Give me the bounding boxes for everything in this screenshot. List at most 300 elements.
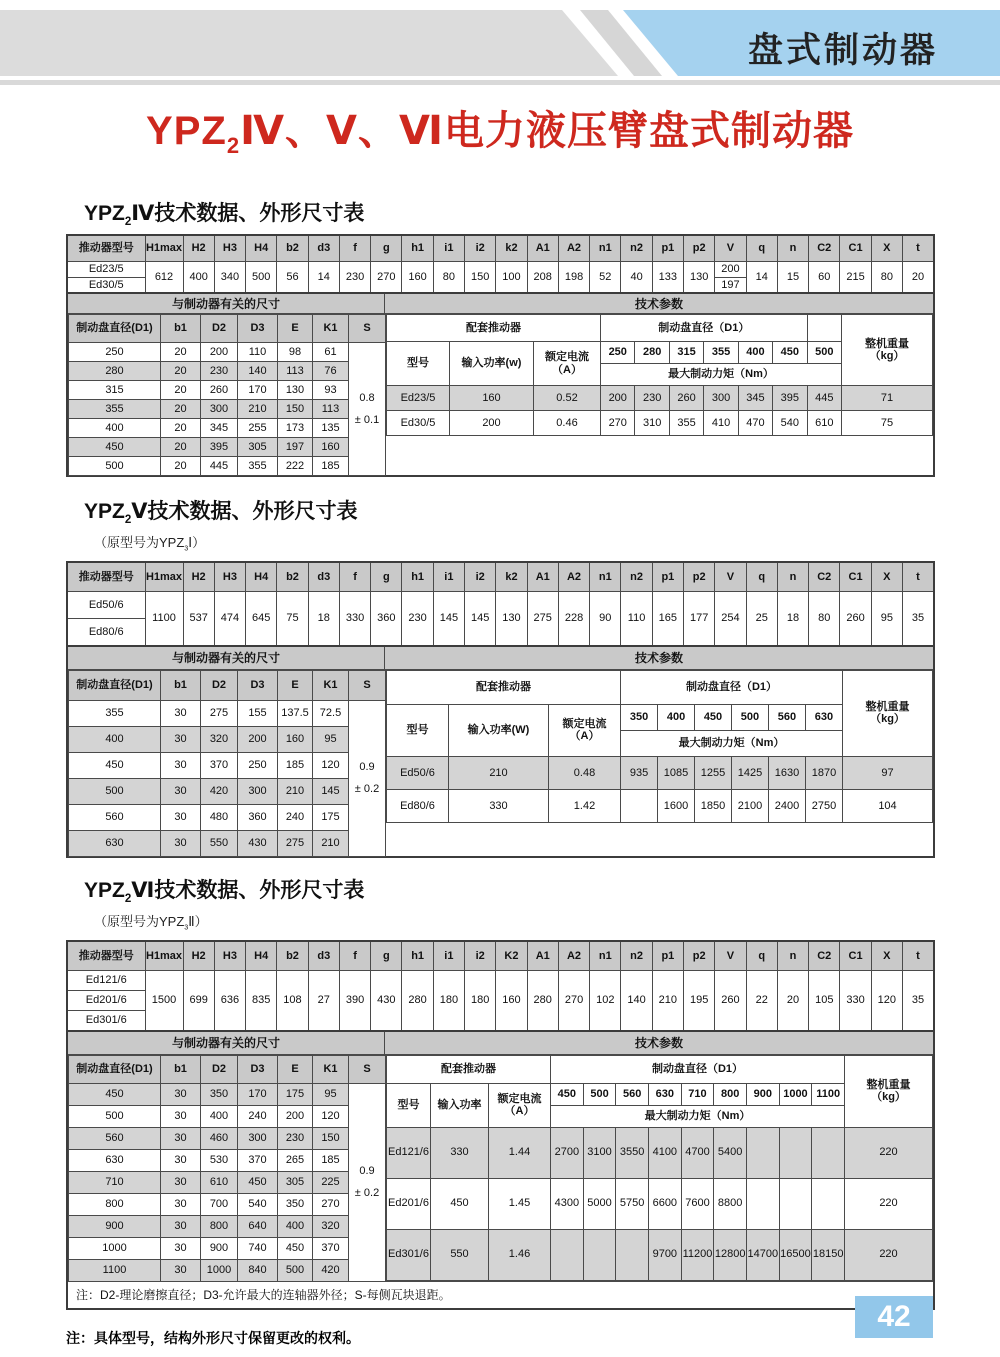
column-header: 280 (635, 342, 669, 364)
table-cell: 1.45 (489, 1178, 551, 1229)
table-cell: 102 (590, 971, 621, 1031)
table-cell: 1630 (768, 756, 805, 789)
table-cell: 255 (238, 419, 278, 438)
column-header: A2 (558, 941, 589, 971)
column-header: 输入功率 (431, 1083, 489, 1127)
table-cell: 305 (238, 438, 278, 457)
table-cell: 210 (449, 756, 549, 789)
table-cell: 105 (809, 971, 840, 1031)
table-cell: 645 (246, 592, 277, 646)
table-cell: 474 (214, 592, 245, 646)
table-cell: 280 (402, 971, 433, 1031)
page-title-prefix: YPZ (146, 109, 227, 153)
table-cell: 20 (777, 971, 808, 1031)
column-header: X (871, 235, 902, 261)
column-header: 450 (551, 1083, 584, 1105)
column-header: b2 (277, 941, 308, 971)
table-cell: 165 (652, 592, 683, 646)
column-header: A1 (527, 941, 558, 971)
table-cell: 98 (278, 343, 313, 362)
column-header: 560 (616, 1083, 649, 1105)
model-cell: Ed50/6 (67, 592, 145, 619)
column-header: 710 (681, 1083, 714, 1105)
column-header: E (278, 1055, 313, 1083)
table-cell: 254 (715, 592, 746, 646)
table-cell: 1.42 (549, 789, 621, 822)
column-header: g (371, 941, 402, 971)
table-cell: 1000 (201, 1259, 238, 1281)
table-cell: 420 (201, 778, 238, 804)
page-title-suffix: Ⅳ、Ⅴ、Ⅵ电力液压臂盘式制动器 (240, 109, 854, 153)
column-header: K2 (496, 941, 527, 971)
table-cell: 430 (238, 830, 278, 856)
table-cell: 100 (496, 261, 527, 293)
table-cell: 30 (161, 830, 201, 856)
table-cell: 0.52 (534, 386, 601, 411)
table-cell: 12800 (714, 1229, 747, 1280)
table-cell: 500 (69, 457, 161, 476)
table-cell: 2100 (731, 789, 768, 822)
column-header: A1 (527, 562, 558, 592)
table-cell: 80 (871, 261, 902, 293)
right-group-header: 技术参数 (634, 297, 683, 312)
column-header: A2 (558, 235, 589, 261)
table-cell: 71 (842, 386, 933, 411)
table-cell: 185 (278, 752, 313, 778)
dimension-parameter-table (66, 645, 935, 858)
column-header: D3 (238, 1055, 278, 1083)
column-header: n1 (590, 235, 621, 261)
column-header: H1max (145, 941, 183, 971)
table-cell: 30 (161, 726, 201, 752)
table-cell: 2400 (768, 789, 805, 822)
table-cell: 470 (738, 411, 772, 436)
table-cell: 395 (201, 438, 238, 457)
table-cell: 40 (621, 261, 652, 293)
table-cell: 400 (183, 261, 214, 293)
table-cell: 1425 (731, 756, 768, 789)
table-cell: 230 (201, 362, 238, 381)
column-header (807, 315, 841, 342)
table-cell: 200 (715, 261, 746, 277)
table-cell: 1.44 (489, 1127, 551, 1178)
table-cell: 133 (652, 261, 683, 293)
table-cell: 345 (201, 419, 238, 438)
table-cell: 75 (842, 411, 933, 436)
column-header: p2 (684, 235, 715, 261)
column-header: 推动器型号 (67, 562, 145, 592)
column-header: n (777, 562, 808, 592)
section-title (84, 495, 935, 526)
section-ypz2-6 (66, 874, 935, 1310)
brake-dimensions-table (68, 1055, 386, 1282)
section-subtitle (94, 532, 935, 553)
column-header: 最大制动力矩（Nm） (551, 1105, 845, 1127)
table-cell: 30 (161, 1215, 201, 1237)
section-subtitle-subscript: 3 (184, 923, 189, 932)
table-cell: 450 (278, 1237, 313, 1259)
table-cell: 215 (840, 261, 871, 293)
table-cell: 160 (402, 261, 433, 293)
table-cell: 76 (313, 362, 349, 381)
table-cell: 27 (308, 971, 339, 1031)
table-cell: 260 (201, 381, 238, 400)
table-cell: 20 (161, 438, 201, 457)
table-cell: 195 (684, 971, 715, 1031)
column-header: 型号 (387, 704, 449, 756)
table-cell: 160 (496, 971, 527, 1031)
model-cell: Ed301/6 (387, 1229, 431, 1280)
table-cell: 200 (238, 726, 278, 752)
table-cell: 275 (201, 700, 238, 726)
table-cell: 4100 (649, 1127, 682, 1178)
table-cell: 630 (69, 1149, 161, 1171)
table-cell: 120 (313, 752, 349, 778)
table-cell: 370 (201, 752, 238, 778)
section-subtitle-prefix: （原型号为YPZ (94, 914, 185, 930)
section-title-prefix: YPZ (84, 500, 125, 524)
section-title (84, 874, 935, 905)
left-group-header: 与制动器有关的尺寸 (68, 1032, 385, 1054)
column-header: 制动盘直径（D1） (551, 1055, 845, 1083)
column-header: K1 (313, 1055, 349, 1083)
table-cell: 445 (807, 386, 841, 411)
column-header: h1 (402, 941, 433, 971)
column-header: C1 (840, 235, 871, 261)
table-cell: 185 (313, 1149, 349, 1171)
table-cell: 800 (201, 1215, 238, 1237)
column-header: f (339, 941, 370, 971)
table-cell: 270 (601, 411, 635, 436)
section-tables (66, 561, 935, 858)
table-cell: 275 (278, 830, 313, 856)
table-cell: 1255 (695, 756, 732, 789)
table-cell: 200 (201, 343, 238, 362)
table-cell: 113 (278, 362, 313, 381)
table-cell: 9700 (649, 1229, 682, 1280)
table-cell: 14 (746, 261, 777, 293)
column-header: b2 (277, 235, 308, 261)
table-cell: 230 (635, 386, 669, 411)
column-header: 1100 (812, 1083, 845, 1105)
table-cell: 110 (621, 592, 652, 646)
table-cell: 230 (402, 592, 433, 646)
table-cell: 360 (238, 804, 278, 830)
table-cell: 95 (313, 726, 349, 752)
column-header: 350 (621, 704, 658, 730)
table-cell: 30 (161, 752, 201, 778)
table-cell: 265 (278, 1149, 313, 1171)
table-cell: 935 (621, 756, 658, 789)
table-cell: 630 (69, 830, 161, 856)
table-cell: 160 (450, 386, 534, 411)
table-cell: 500 (246, 261, 277, 293)
table-cell (746, 1127, 779, 1178)
table-cell: 710 (69, 1171, 161, 1193)
table-cell: 20 (161, 381, 201, 400)
column-header: n (777, 235, 808, 261)
column-header: V (715, 941, 746, 971)
table-cell: 56 (277, 261, 308, 293)
table-cell: 400 (278, 1215, 313, 1237)
section-subtitle-suffix: Ⅱ） (188, 914, 208, 930)
table-cell: 480 (201, 804, 238, 830)
column-header: h1 (402, 235, 433, 261)
column-header: H2 (183, 562, 214, 592)
table-cell: 22 (746, 971, 777, 1031)
column-header: 制动盘直径（D1） (601, 315, 808, 342)
section-title-suffix: Ⅳ技术数据、外形尺寸表 (131, 202, 365, 225)
table-cell: 16500 (779, 1229, 812, 1280)
section-title (84, 197, 935, 228)
table-cell: 0.46 (534, 411, 601, 436)
model-cell: Ed23/5 (387, 386, 450, 411)
table-cell: 30 (161, 778, 201, 804)
column-header: g (371, 562, 402, 592)
model-cell: Ed23/5 (67, 261, 145, 277)
table-cell: 900 (201, 1237, 238, 1259)
table-cell (583, 1229, 616, 1280)
section-subtitle-suffix: Ⅰ） (188, 535, 206, 551)
matching-thruster-table (386, 670, 933, 823)
model-cell: Ed121/6 (67, 971, 145, 991)
column-header: H2 (183, 235, 214, 261)
column-header: 额定电流 （A） (534, 342, 601, 386)
table-cell: 170 (238, 381, 278, 400)
weight-header: 整机重量 （kg） (843, 670, 933, 756)
table-cell: 355 (669, 411, 703, 436)
column-header: H3 (214, 562, 245, 592)
table-cell: 550 (431, 1229, 489, 1280)
table-cell: 175 (278, 1083, 313, 1105)
section-title-subscript: 2 (124, 216, 132, 229)
table-cell: 150 (465, 261, 496, 293)
table-cell: 14 (308, 261, 339, 293)
page-number-badge: 42 (855, 1296, 933, 1338)
table-cell: 52 (590, 261, 621, 293)
column-header: X (871, 562, 902, 592)
column-header: 型号 (387, 342, 450, 386)
table-cell: 320 (201, 726, 238, 752)
column-header: p1 (652, 562, 683, 592)
table-cell: 1000 (69, 1237, 161, 1259)
table-cell: 500 (278, 1259, 313, 1281)
table-cell: 104 (843, 789, 933, 822)
table-cell: 280 (527, 971, 558, 1031)
table-cell: 330 (431, 1127, 489, 1178)
column-header: k2 (496, 562, 527, 592)
column-header: H4 (246, 235, 277, 261)
table-cell: 20 (161, 400, 201, 419)
table-cell: 30 (161, 1105, 201, 1127)
table-cell: 72.5 (313, 700, 349, 726)
column-header: t (902, 562, 934, 592)
table-cell: 1085 (658, 756, 695, 789)
table-cell: 30 (161, 1171, 201, 1193)
section-subtitle-prefix: （原型号为YPZ (94, 535, 185, 551)
table-cell: 260 (840, 592, 871, 646)
section-title-suffix: Ⅵ技术数据、外形尺寸表 (131, 878, 365, 902)
table-cell: 5400 (714, 1127, 747, 1178)
table-cell: 300 (238, 778, 278, 804)
column-header: D2 (201, 670, 238, 700)
column-header: 400 (658, 704, 695, 730)
table-cell: 560 (69, 1127, 161, 1149)
column-header: 制动盘直径(D1) (69, 1055, 161, 1083)
table-cell: 500 (69, 778, 161, 804)
table-cell: 355 (69, 700, 161, 726)
table-cell: 370 (238, 1149, 278, 1171)
table-cell: 900 (69, 1215, 161, 1237)
table-cell: 230 (339, 261, 370, 293)
column-header: 额定电流 （A） (489, 1083, 551, 1127)
column-header: A1 (527, 235, 558, 261)
table-cell: 350 (278, 1193, 313, 1215)
table-cell: 390 (339, 971, 370, 1031)
table-cell: 305 (278, 1171, 313, 1193)
column-header: S (349, 1055, 386, 1083)
table-cell: 260 (715, 971, 746, 1031)
table-cell: 80 (809, 592, 840, 646)
table-cell: 450 (69, 752, 161, 778)
table-cell: 175 (313, 804, 349, 830)
empty-area (386, 436, 933, 475)
column-header: 输入功率(W) (449, 704, 549, 756)
table-cell: 610 (807, 411, 841, 436)
column-header: D2 (201, 315, 238, 343)
table-cell: 225 (313, 1171, 349, 1193)
s-tolerance-cell: 0.9 ± 0.2 (349, 1083, 386, 1281)
table-cell: 3550 (616, 1127, 649, 1178)
table-cell: 315 (69, 381, 161, 400)
table-cell: 145 (313, 778, 349, 804)
table-cell (621, 789, 658, 822)
column-header: n1 (590, 562, 621, 592)
table-cell: 530 (201, 1149, 238, 1171)
column-header: E (278, 315, 313, 343)
column-header: H2 (183, 941, 214, 971)
table-cell: 185 (313, 457, 349, 476)
table-cell: 230 (278, 1127, 313, 1149)
section-title-subscript: 2 (124, 514, 132, 527)
column-header: H1max (145, 562, 183, 592)
column-header: 推动器型号 (67, 235, 145, 261)
table-cell: 835 (246, 971, 277, 1031)
table-cell: 222 (278, 457, 313, 476)
table-cell: 260 (669, 386, 703, 411)
column-header: D3 (238, 315, 278, 343)
right-group-header: 技术参数 (634, 1036, 683, 1051)
table-cell: 1600 (658, 789, 695, 822)
table-cell: 60 (809, 261, 840, 293)
model-cell: Ed80/6 (387, 789, 449, 822)
table-cell: 210 (238, 400, 278, 419)
table-cell: 20 (161, 343, 201, 362)
table-cell: 7600 (681, 1178, 714, 1229)
table-cell: 113 (313, 400, 349, 419)
table-cell: 30 (161, 700, 201, 726)
column-header: C2 (809, 941, 840, 971)
column-header: d3 (308, 562, 339, 592)
table-cell: 460 (201, 1127, 238, 1149)
column-header: 500 (807, 342, 841, 364)
table-cell (746, 1178, 779, 1229)
table-cell: 200 (278, 1105, 313, 1127)
section-tables (66, 234, 935, 477)
table-cell: 30 (161, 804, 201, 830)
column-header: 250 (601, 342, 635, 364)
table-cell: 636 (214, 971, 245, 1031)
table-cell: 612 (145, 261, 183, 293)
table-cell: 130 (496, 592, 527, 646)
column-header: C1 (840, 941, 871, 971)
table-cell: 130 (278, 381, 313, 400)
column-header: 最大制动力矩（Nm） (621, 730, 843, 756)
column-header: 560 (768, 704, 805, 730)
section-ypz2-5 (66, 495, 935, 858)
column-header: 配套推动器 (387, 670, 621, 704)
table-cell: 450 (69, 1083, 161, 1105)
column-header: C2 (809, 235, 840, 261)
column-header: i2 (465, 562, 496, 592)
table-cell: 30 (161, 1259, 201, 1281)
table-cell: 97 (843, 756, 933, 789)
table-cell: 6600 (649, 1178, 682, 1229)
table-cell: 15 (777, 261, 808, 293)
table-cell: 1100 (145, 592, 183, 646)
column-header: C2 (809, 562, 840, 592)
table-cell: 300 (704, 386, 738, 411)
column-header: H3 (214, 235, 245, 261)
column-header: n1 (590, 941, 621, 971)
table-cell: 160 (313, 438, 349, 457)
table-cell: 450 (238, 1171, 278, 1193)
table-cell: 355 (69, 400, 161, 419)
table-cell: 740 (238, 1237, 278, 1259)
section-title-suffix: Ⅴ技术数据、外形尺寸表 (131, 500, 358, 524)
dimension-parameter-table (66, 1030, 935, 1310)
table-cell: 450 (431, 1178, 489, 1229)
table-cell: 1.46 (489, 1229, 551, 1280)
column-header: 制动盘直径(D1) (69, 670, 161, 700)
thruster-spec-table (66, 561, 935, 647)
table-cell: 95 (313, 1083, 349, 1105)
table-cell: 0.48 (549, 756, 621, 789)
brake-dimensions-table (68, 314, 386, 476)
column-header: 额定电流 （A） (549, 704, 621, 756)
table-cell: 30 (161, 1193, 201, 1215)
table-cell (779, 1127, 812, 1178)
weight-header: 整机重量 （kg） (845, 1055, 933, 1127)
table-cell: 355 (238, 457, 278, 476)
table-cell: 35 (902, 592, 934, 646)
table-cell: 800 (69, 1193, 161, 1215)
table-cell: 145 (465, 592, 496, 646)
column-header: X (871, 941, 902, 971)
table-cell: 8800 (714, 1178, 747, 1229)
table-cell: 610 (201, 1171, 238, 1193)
table-cell: 395 (773, 386, 807, 411)
table-cell: 120 (871, 971, 902, 1031)
technical-parameters-area (386, 314, 933, 475)
table-cell: 300 (238, 1127, 278, 1149)
table-cell: 130 (684, 261, 715, 293)
table-cell: 30 (161, 1237, 201, 1259)
table-cell: 450 (69, 438, 161, 457)
table-cell: 4700 (681, 1127, 714, 1178)
column-header: A2 (558, 562, 589, 592)
column-header: H3 (214, 941, 245, 971)
